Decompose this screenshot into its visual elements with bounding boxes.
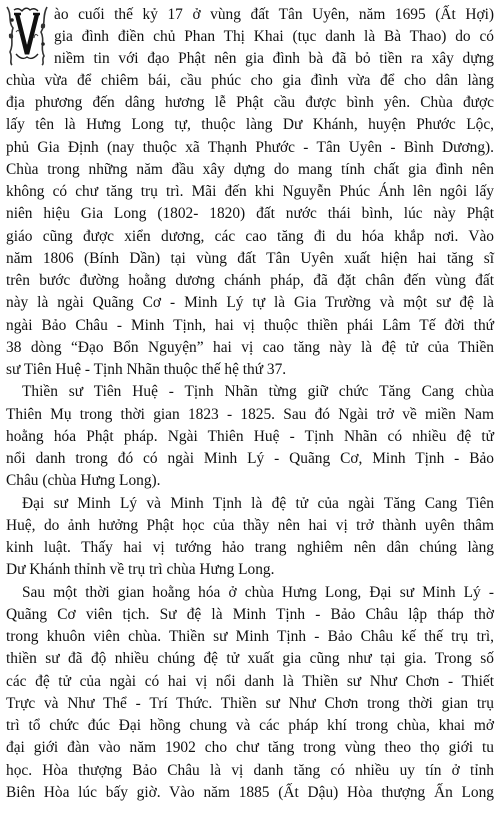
text-line: phủ Gia Định (nay thuộc xã Thạnh Phước - Tân Uyên - Bình Dương). [6, 139, 494, 156]
text-line: trong khuôn viên chùa. Thiền sư Minh Tịnh - Bảo Châu kế thế trụ trì, [6, 628, 494, 645]
text-line: ào cuối thế kỷ 17 ở vùng đất Tân Uyên, năm 1695 (Ất Hợi) [54, 6, 494, 23]
text-line: trên bước đường hoằng dương chánh pháp, đã đặt chân đến vùng đất [6, 272, 494, 289]
text-line: trì tổ chức đúc Đại hồng chung và các pháp khí trong chùa, khai mở [6, 717, 494, 734]
text-line: niềm tin với đạo Phật nên gia đình bà đã bỏ tiền ra xây dựng [54, 50, 494, 67]
text-line: hoằng hóa Phật pháp. Ngài Thiên Huệ - Tịnh Nhãn có nhiều đệ tử [6, 428, 494, 445]
text-line: lấy tên là Hưng Long tự, thuộc làng Dư Khánh, huyện Phước Lộc, [6, 116, 494, 133]
text-line: thiền sư đã độ nhiều chúng đệ tử xuất gia cũng như tại gia. Trong số [6, 650, 494, 667]
text-line: giáo cũng được xiển dương, các cao tăng đi du hóa khắp nơi. Vào [6, 228, 494, 245]
text-line: Thiền sư Tiên Huệ - Tịnh Nhãn từng giữ chức Tăng Cang chùa [22, 383, 494, 400]
text-line: nổi danh trong đó có ngài Minh Lý - Quãng Cơ, Minh Tịnh - Bảo [6, 450, 494, 467]
ornamental-drop-cap [4, 4, 50, 66]
text-line: sư Tiên Huệ - Tịnh Nhãn thuộc thế hệ thứ 37. [6, 361, 287, 378]
text-line: không có chư tăng trụ trì. Mãi đến khi Nguyễn Phúc Ánh lên ngôi lấy [6, 183, 494, 200]
text-line: địa phương đến dâng hương lễ Phật cầu được bình yên. Chùa được [6, 94, 494, 111]
text-line: Dư Khánh thỉnh về trụ trì chùa Hưng Long. [6, 561, 275, 578]
text-line: Huệ, do ảnh hưởng Phật học của thầy nên hai vị trở thành uyên thâm [6, 517, 494, 534]
text-line: đại giới đàn vào năm 1902 cho chư tăng trong vùng theo thọ giới tu [6, 739, 494, 756]
text-line: 38 dòng “Đạo Bổn Nguyện” hai vị cao tăng này là đệ tử của Thiền [6, 339, 494, 356]
text-line: Đại sư Minh Lý và Minh Tịnh là đệ tử của ngài Tăng Cang Tiên [22, 495, 494, 512]
text-line: Biên Hòa lúc bấy giờ. Vào năm 1885 (Ất Dậu) Hòa thượng Ấn Long [6, 784, 494, 801]
text-line: năm 1806 (Bính Dần) tại vùng đất Tân Uyên xuất hiện hai tăng sĩ [6, 250, 494, 267]
text-line: Quãng Cơ viên tịch. Sư đệ là Minh Tịnh - Bảo Châu lập tháp thờ [6, 606, 494, 623]
text-line: học. Hòa thượng Bảo Châu là vị danh tăng có nhiều uy tín ở tỉnh [6, 762, 494, 779]
text-line: ngài Bảo Châu - Minh Tịnh, hai vị thuộc thiền phái Lâm Tế đời thứ [6, 317, 494, 334]
text-line: Sau một thời gian hoằng hóa ở chùa Hưng Long, Đại sư Minh Lý - [22, 584, 494, 601]
text-line: các đệ tử của ngài có hai vị nổi danh là Thiền sư Như Chơn - Thiết [6, 673, 494, 690]
text-line: Châu (chùa Hưng Long). [6, 472, 161, 489]
text-line: này là ngài Quãng Cơ - Minh Lý tự là Gia Trường và một sư đệ là [6, 294, 494, 311]
text-line: gia đình điền chủ Phan Thị Khai (tục danh là Bà Thao) do có [54, 28, 494, 45]
text-line: Chùa trong những năm đầu xây dựng do mang tính chất gia đình nên [6, 161, 494, 178]
text-line: niên hiệu Gia Long (1802- 1820) đất nước thái bình, lúc này Phật [6, 205, 494, 222]
text-line: Trực và Như Thể - Trí Thức. Thiền sư Như Chơn trong thời gian trụ [6, 695, 494, 712]
text-line: Thiên Mụ trong thời gian 1823 - 1825. Sau đó Ngài trở về miền Nam [6, 406, 494, 423]
text-line: chùa vừa để chiêm bái, cầu phúc cho gia đình vừa để cho dân làng [6, 72, 494, 89]
text-line: kinh luật. Thấy hai vị tướng hảo trang nghiêm nên dân chúng làng [6, 539, 494, 556]
drop-cap-letter: V [27, 44, 28, 45]
